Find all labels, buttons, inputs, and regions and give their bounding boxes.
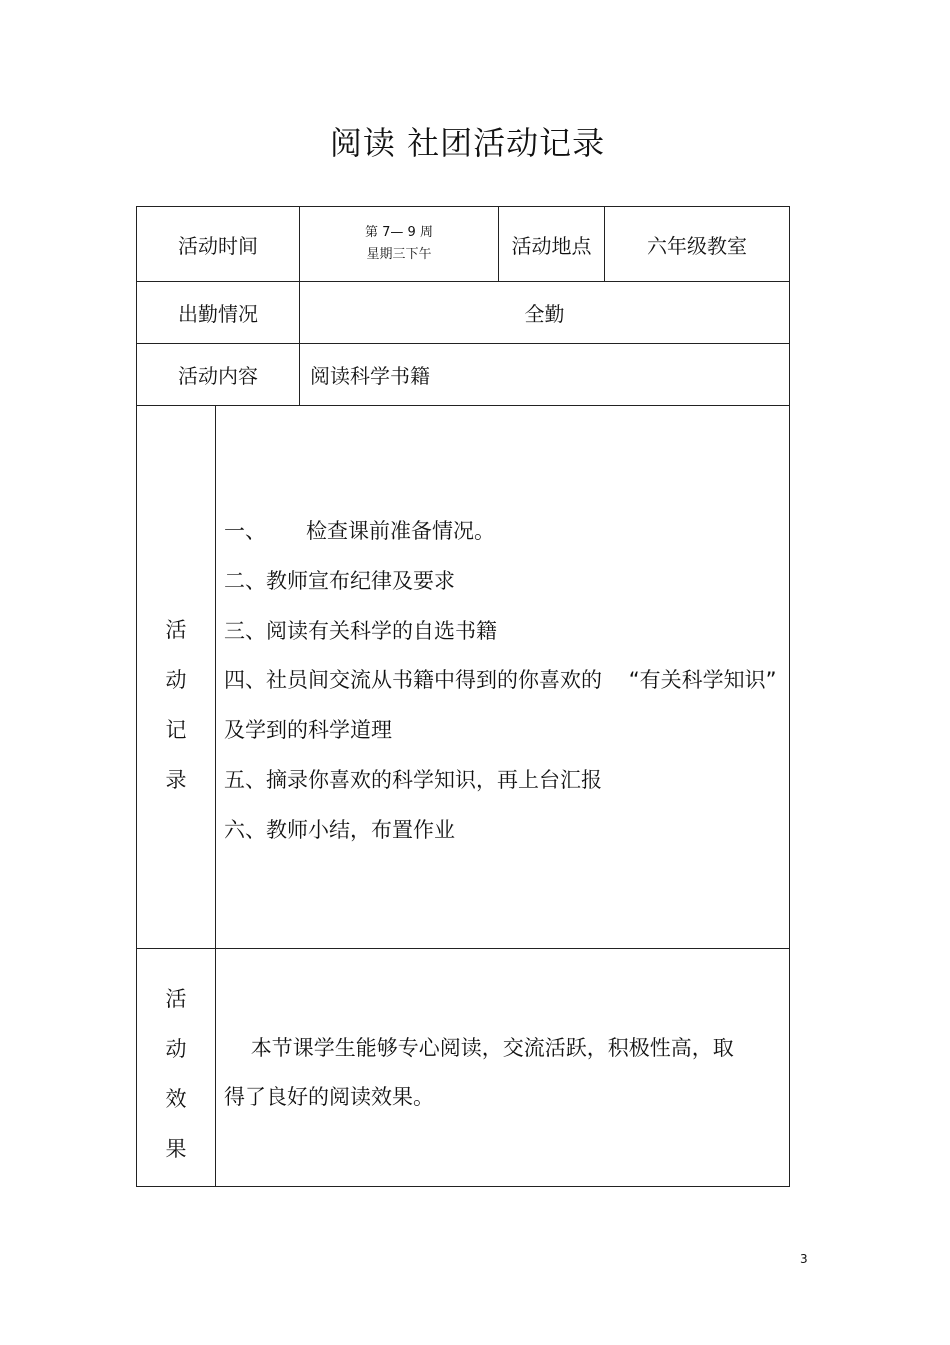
effect-label-char: 果 (165, 1137, 187, 1161)
record-line: 五、摘录你喜欢的科学知识，再上台汇报 (224, 768, 602, 792)
effect-label-char: 活 (165, 987, 187, 1011)
effect-text-line: 得了良好的阅读效果。 (224, 1085, 434, 1109)
effect-label (136, 983, 216, 1183)
table-divider (136, 948, 790, 949)
effect-label-char: 效 (165, 1087, 187, 1111)
time-weeks: 第 7— 9 周 (365, 225, 433, 240)
record-label-char: 记 (165, 718, 187, 742)
place-value: 六年级教室 (647, 233, 747, 258)
effect-text-line: 本节课学生能够专心阅读，交流活跃，积极性高，取 (224, 1036, 734, 1060)
record-line: 及学到的科学道理 (224, 718, 392, 742)
record-label (136, 614, 216, 814)
place-label: 活动地点 (511, 233, 592, 258)
time-label: 活动时间 (178, 233, 258, 258)
record-line: 四、社员间交流从书籍中得到的你喜欢的 “有关科学知识” (224, 668, 777, 692)
content-value: 阅读科学书籍 (310, 364, 430, 388)
record-line: 一、 检查课前准备情况。 (224, 519, 496, 543)
attendance-label: 出勤情况 (178, 302, 258, 326)
effect-label-char: 动 (165, 1037, 187, 1061)
attendance-value: 全勤 (524, 302, 565, 326)
time-value (300, 207, 498, 281)
time-day: 星期三下午 (366, 247, 432, 262)
content-label: 活动内容 (178, 364, 258, 388)
table-border-right (789, 206, 790, 1187)
record-label-char: 动 (165, 668, 187, 692)
table-border-bottom (136, 1186, 790, 1187)
record-line: 六、教师小结，布置作业 (224, 818, 455, 842)
record-line: 三、阅读有关科学的自选书籍 (224, 619, 497, 643)
page-number: 3 (800, 1252, 808, 1266)
record-line: 二、教师宣布纪律及要求 (224, 569, 455, 593)
record-label-char: 活 (165, 618, 187, 642)
record-label-char: 录 (165, 768, 187, 792)
table-divider (136, 405, 790, 406)
page-title: 阅读 社团活动记录 (329, 124, 606, 162)
